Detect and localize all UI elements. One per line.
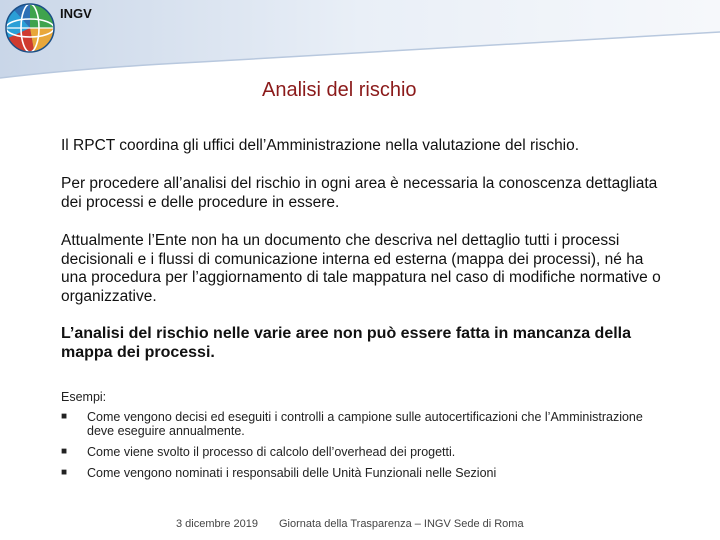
ingv-globe-logo-icon [4,2,56,54]
square-bullet-icon: ■ [61,467,68,478]
example-text: Come viene svolto il processo di calcolo dell’overhead dei progetti. [87,445,456,459]
example-item [61,410,661,438]
slide-title: Analisi del rischio [262,79,417,101]
paragraph-3: Attualmente l’Ente non ha un documento che descriva nel dettaglio tutti i processi decisionali e i flussi di comunicazione interna ed esterna (mappa dei processi), né ha una procedura per l’aggiornamento di tale mappatura nel caso di modifiche normative o organizzative. [61,232,661,305]
footer-event: Giornata della Trasparenza – INGV Sede di Roma [279,518,524,530]
examples-title: Esempi: [61,390,107,404]
paragraph-1: Il RPCT coordina gli uffici dell’Amministrazione nella valutazione del rischio. [61,137,580,154]
example-item [61,445,661,459]
footer-date: 3 dicembre 2019 [176,518,258,530]
examples-section [61,390,661,487]
example-text: Come vengono decisi ed eseguiti i controlli a campione sulle autocertificazioni che l’Amministrazione deve eseguire annualmente. [87,410,643,438]
example-item [61,466,661,480]
header-band [0,0,720,80]
square-bullet-icon: ■ [61,411,68,422]
example-text: Come vengono nominati i responsabili delle Unità Funzionali nelle Sezioni [87,466,497,480]
brand-name: INGV [60,6,92,21]
paragraph-key-statement: L’analisi del rischio nelle varie aree non può essere fatta in mancanza della mappa dei processi. [61,325,631,361]
square-bullet-icon: ■ [61,446,68,457]
paragraph-2: Per procedere all’analisi del rischio in ogni area è necessaria la conoscenza dettagliata dei processi e delle procedure in essere. [61,175,658,211]
